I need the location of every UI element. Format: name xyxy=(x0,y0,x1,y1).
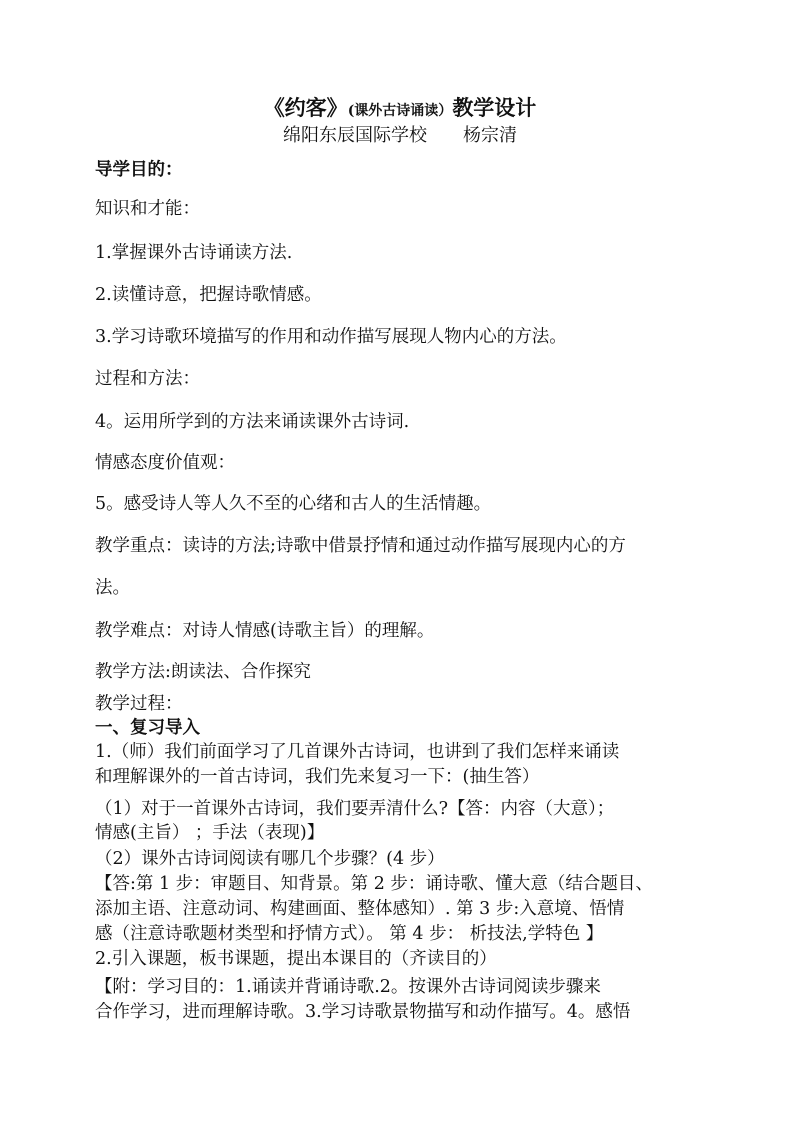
process-line-9: 2.引入课题，板书课题，提出本课目的（齐读目的） xyxy=(95,949,497,969)
title-paren: (课外古诗诵读） xyxy=(347,103,453,119)
process-line-4: 情感(主旨） ；手法（表现)】 xyxy=(95,823,325,843)
section-review: 一、复习导入 xyxy=(95,718,200,738)
document-title xyxy=(0,92,800,122)
emotion-label: 情感态度价值观： xyxy=(95,453,235,473)
process-line-3: （1）对于一首课外古诗词，我们要弄清什么?【答：内容（大意）； xyxy=(95,799,615,819)
objectives-heading: 导学目的： xyxy=(95,160,183,180)
process-line-5: （2）课外古诗词阅读有哪几个步骤？(4 步） xyxy=(95,849,445,869)
process-line-8: 感（注意诗歌题材类型和抒情方式）。 第 4 步： 析技法,学特色 】 xyxy=(95,924,604,944)
school-name: 绵阳东辰国际学校 xyxy=(283,125,427,146)
objective-5: 5。感受诗人等人久不至的心绪和古人的生活情趣。 xyxy=(95,494,492,514)
process-line-6: 【答:第 1 步：审题目、知背景。第 2 步：诵诗歌、懂大意（结合题目、 xyxy=(95,874,653,894)
objective-3: 3.学习诗歌环境描写的作用和动作描写展现人物内心的方法。 xyxy=(95,327,567,347)
teaching-focus-line1: 教学重点：读诗的方法;诗歌中借景抒情和通过动作描写展现内心的方 xyxy=(95,536,626,556)
process-line-11: 合作学习，进而理解诗歌。3.学习诗歌景物描写和动作描写。4。感悟 xyxy=(95,1002,631,1022)
process-line-7: 添加主语、注意动词、构建画面、整体感知）. 第 3 步:入意境、悟情 xyxy=(95,899,625,919)
title-prefix: 《约客》 xyxy=(263,95,348,120)
process-line-1: 1.（师）我们前面学习了几首课外古诗词，也讲到了我们怎样来诵读 xyxy=(95,742,620,762)
objective-2: 2.读懂诗意，把握诗歌情感。 xyxy=(95,285,322,305)
process-method-label: 过程和方法： xyxy=(95,369,200,389)
objective-4: 4。运用所学到的方法来诵读课外古诗词. xyxy=(95,412,410,432)
teaching-difficulty: 教学难点：对诗人情感(诗歌主旨）的理解。 xyxy=(95,621,435,641)
title-suffix: 教学设计 xyxy=(452,95,537,120)
process-line-2: 和理解课外的一首古诗词，我们先来复习一下：(抽生答） xyxy=(95,767,540,787)
knowledge-label: 知识和才能： xyxy=(95,199,200,219)
teaching-focus-line2: 法。 xyxy=(95,578,130,598)
teaching-method: 教学方法:朗读法、合作探究 xyxy=(95,662,311,682)
process-label: 教学过程： xyxy=(95,694,183,714)
objective-1: 1.掌握课外古诗诵读方法. xyxy=(95,243,293,263)
process-line-10: 【附：学习目的：1.诵读并背诵诗歌.2。按课外古诗词阅读步骤来 xyxy=(95,977,601,997)
author-name: 杨宗清 xyxy=(463,125,517,146)
author-line xyxy=(0,121,800,147)
